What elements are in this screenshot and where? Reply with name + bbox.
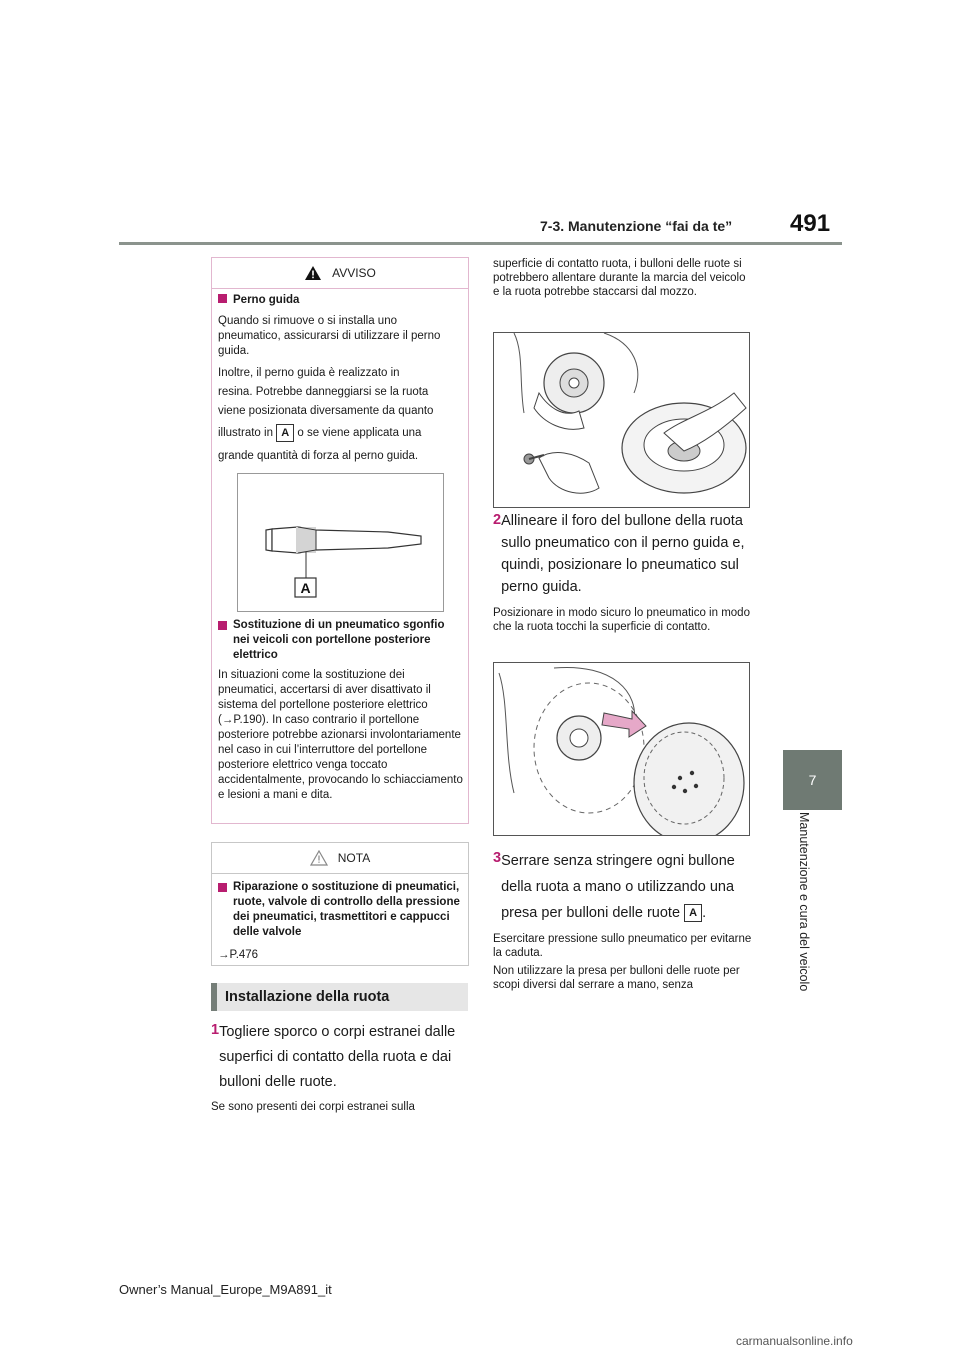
guide-bolt-illustration [238,474,443,611]
warning-text-line: grande quantità di forza al perno guida. [218,450,419,462]
watermark: carmanualsonline.info [736,1334,853,1348]
step-text: Togliere sporco o corpi estranei dalle superfici di contatto della ruota e dai bulloni delle ruote. [219,1024,456,1090]
note-box-header [212,843,468,874]
figure-label-a: A [276,424,294,442]
chapter-title: Manutenzione e cura del veicolo [797,812,811,992]
warning-item-text: In situazioni come la sostituzione dei pneumatici, accertarsi di aver disattivato il sistema del portellone posteriore elettrico (→P.190). In caso contrario il portellone posteriore potrebbe azionarsi involontariamente nel caso in cui l’interruttore del portellone posteriore elettrico venga toccato accidentalmente, provocando lo schiacciamento e lesioni a mani e dita. [218,669,463,801]
step-note-continued: superficie di contatto ruota, i bulloni delle ruote si potrebbero allentare durante la marcia del veicolo e la ruota potrebbe staccarsi dal mozzo. [493,258,746,298]
note-box-title: NOTA [337,851,371,865]
chapter-number-tab: 7 [783,750,842,810]
guide-bolt-figure [237,473,444,612]
step-2 [493,510,755,634]
warning-text-line: resina. Potrebbe danneggiarsi se la ruota [218,386,429,398]
warning-box-header [212,258,468,289]
footer-manual-id: Owner’s Manual_Europe_M9A891_it [119,1282,332,1297]
warning-text-line: Inoltre, il perno guida è realizzato in [218,367,400,379]
header-divider [119,242,842,245]
warning-text-line: illustrato in A o se viene applicata una [218,421,462,445]
warning-item-heading: Perno guida [218,293,462,308]
chapter-title-tab [783,812,842,1028]
warning-box-title: AVVISO [332,266,376,280]
step-note: Se sono presenti dei corpi estranei sulla [211,1101,415,1113]
step-3 [493,848,755,992]
step-note: Posizionare in modo sicuro lo pneumatico in modo che la ruota tocchi la superficie di contatto. [493,607,750,633]
section-heading: Installazione della ruota [211,983,468,1011]
note-box [211,842,469,966]
step-text: Serrare senza stringere ogni bullone della ruota a mano o utilizzando una presa per bulloni delle ruote A . [501,853,735,921]
section-title: 7-3. Manutenzione “fai da te” [540,218,733,234]
bullet-square-icon [218,621,227,630]
step-1 [211,1020,469,1114]
figure-label-a: A [300,580,311,596]
warning-triangle-icon [304,265,322,281]
step-note: Non utilizzare la presa per bulloni delle ruote per scopi diversi dal serrare a mano, senza [493,965,740,991]
cleaning-illustration [493,332,750,508]
bullet-square-icon [218,883,227,892]
step-number: 2 [493,512,502,528]
note-reference: →P.476 [218,949,259,961]
step-number: 3 [493,850,502,866]
note-item-heading: Riparazione o sostituzione di pneumatici, ruote, valvole di controllo della pressione dei pneumatici, trasmettitori e cappucci delle valvole [218,880,462,940]
step-number: 1 [211,1022,220,1038]
page-number: 491 [790,210,831,237]
wheel-hub-cleaning-drawing [494,333,749,507]
figure-label-a: A [684,904,702,922]
warning-box [211,257,469,824]
warning-item-text: Quando si rimuove o si installa uno pneumatico, assicurarsi di utilizzare il perno guida. [218,315,441,357]
step-note: Esercitare pressione sullo pneumatico per evitarne la caduta. [493,933,752,959]
warning-item-heading: Sostituzione di un pneumatico sgonfio nei veicoli con portellone posteriore elettrico [218,618,464,663]
bullet-square-icon [218,294,227,303]
mounting-illustration [493,662,750,836]
tire-mounting-drawing [494,663,749,835]
warning-text-line: viene posizionata diversamente da quanto [218,405,434,417]
step-text: Allineare il foro del bullone della ruota sullo pneumatico con il perno guida e, quindi, posizionare lo pneumatico sul perno guida. [501,513,745,595]
caution-triangle-icon [310,850,328,866]
